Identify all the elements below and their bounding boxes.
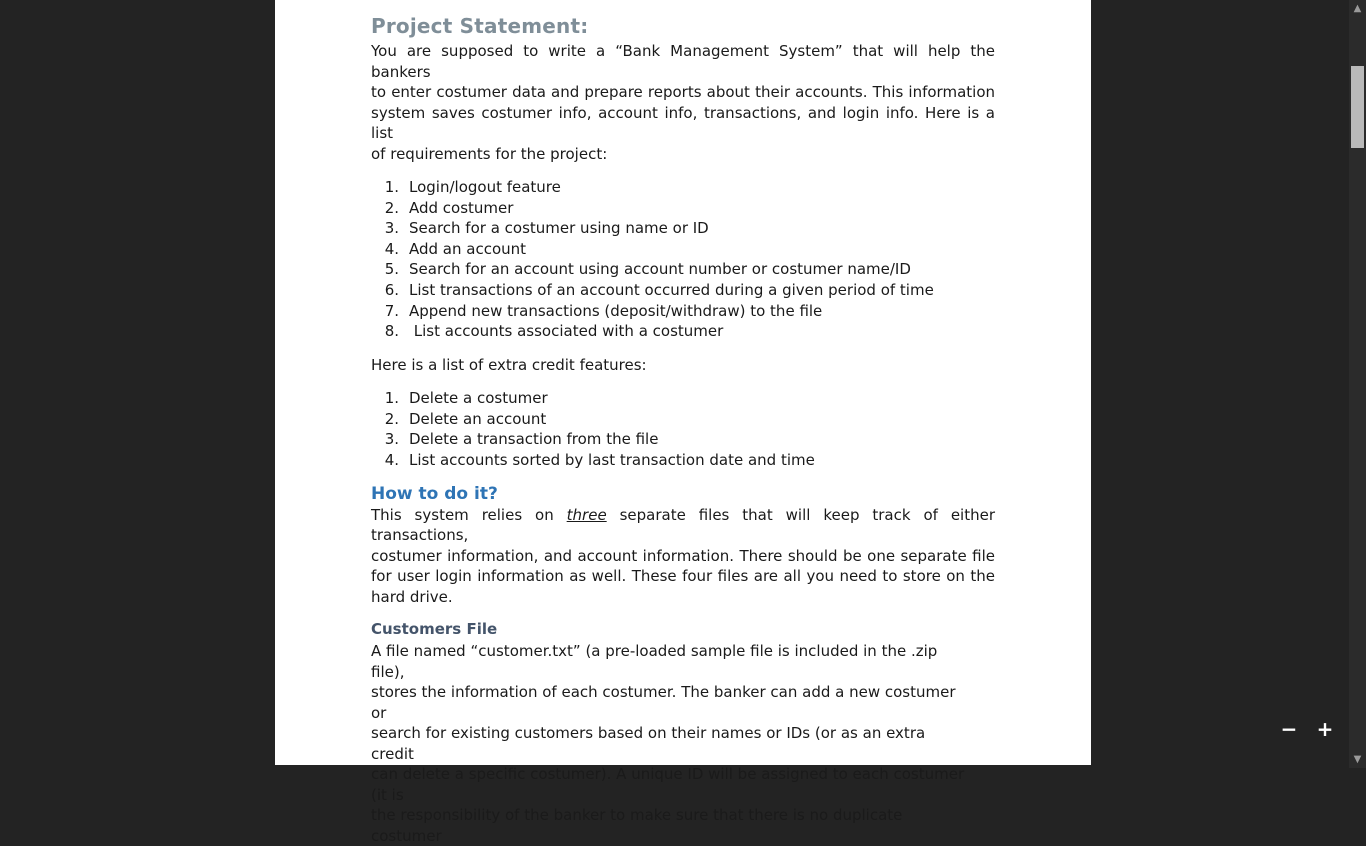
list-item: 8. List accounts associated with a costumer [384,322,724,341]
paragraph-line: stores the information of each costumer. The banker can add a new costumer or [371,683,956,722]
list-item: 4. Add an account [384,239,527,258]
paragraph-line: system saves costumer info, account info, transactions, and login info. Here is a list [371,103,995,142]
scroll-up-icon[interactable]: ▲ [1353,3,1362,14]
list-item: 2. Add costumer [384,198,514,217]
list-item: 7. Append new transactions (deposit/withdraw) to the file [384,301,823,320]
paragraph-line: This system relies on three separate files that will keep track of either transactions, [371,505,995,545]
project-statement-heading: Project Statement: [371,14,589,38]
requirements-list [371,177,995,342]
paragraph-line: the responsibility of the banker to make sure that there is no duplicate costumer [371,806,903,845]
list-item: 1. Delete a costumer [384,389,548,408]
vertical-scrollbar[interactable] [1349,0,1366,768]
scrollbar-thumb[interactable] [1351,66,1364,148]
paragraph-line: costumer information, and account information. There should be one separate file [371,546,995,565]
extra-credit-intro: Here is a list of extra credit features: [371,355,647,374]
document-content [371,14,995,846]
paragraph-line: to enter costumer data and prepare reports about their accounts. This information [371,83,995,101]
customers-file-heading: Customers File [371,620,498,639]
paragraph-line: A file named “customer.txt” (a pre-loaded sample file is included in the .zip file), [371,642,938,681]
extra-credit-list [371,388,995,470]
zoom-in-button[interactable]: + [1316,717,1334,741]
customers-paragraph [371,641,971,846]
paragraph-line: You are supposed to write a “Bank Management System” that will help the bankers [371,42,995,81]
intro-paragraph [371,41,995,164]
how-to-paragraph [371,505,995,608]
list-item: 4. List accounts sorted by last transaction date and time [384,451,815,470]
paragraph-line: hard drive. [371,587,453,606]
paragraph-line: search for existing customers based on their names or IDs (or as an extra credit [371,724,926,763]
paragraph-line: of requirements for the project: [371,144,608,163]
document-page [275,0,1091,845]
list-item: 3. Search for a costumer using name or ID [384,219,709,238]
paragraph-line: for user login information as well. These four files are all you need to store on the [371,567,995,586]
list-item: 1. Login/logout feature [384,178,561,196]
emphasis-three: three [566,505,607,524]
list-item: 5. Search for an account using account number or costumer name/ID [384,260,911,279]
zoom-out-button[interactable]: − [1280,717,1298,741]
list-item: 3. Delete a transaction from the file [384,430,659,449]
paragraph-line: can delete a specific costumer). A unique ID will be assigned to each costumer (it is [371,765,965,804]
scroll-down-icon[interactable]: ▼ [1353,754,1362,765]
how-to-heading: How to do it? [371,483,498,504]
list-item: 6. List transactions of an account occurred during a given period of time [384,280,934,299]
list-item: 2. Delete an account [384,409,547,428]
